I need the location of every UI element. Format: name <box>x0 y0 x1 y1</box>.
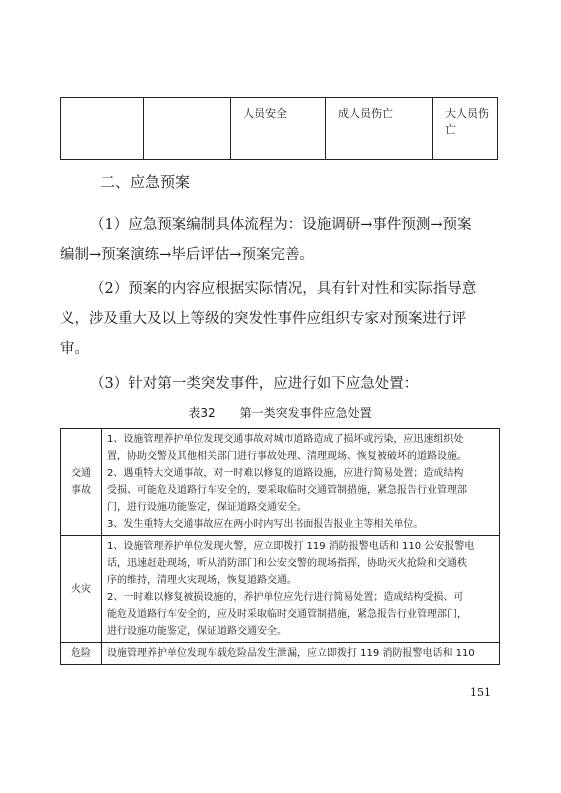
table-row <box>61 536 500 643</box>
content-cell <box>102 536 500 643</box>
paragraph-line: （2）预案的内容应根据实际情况，具有针对性和实际指导意 <box>90 281 477 297</box>
table-caption <box>60 404 500 421</box>
top-table <box>60 97 498 160</box>
content-line: 门，进行设施功能鉴定，保证道路交通安全。 <box>107 502 307 513</box>
paragraph-line: （1）应急预案编制具体流程为：设施调研→事件预测→预案 <box>90 217 472 233</box>
category-text: 事故 <box>71 485 91 496</box>
table-cell <box>61 98 144 160</box>
content-line: 进行设施功能鉴定，保证道路交通安全。 <box>107 626 287 637</box>
category-cell <box>61 536 102 643</box>
content-line: 1、设施管理养护单位发现交通事故对城市道路造成了损坏或污染，应迅速组织处 <box>107 434 464 445</box>
table-cell: 大人员伤亡 <box>433 98 498 160</box>
content-line: 1、设施管理养护单位发现火警，应立即拨打 119 消防报警电话和 110 公安报警电 <box>107 541 475 552</box>
content-line: 3、发生重特大交通事故应在两小时内写出书面报告报业主等相关单位。 <box>107 519 424 530</box>
table-cell: 成人员伤亡 <box>326 98 433 160</box>
table-title: 第一类突发事件应急处置 <box>239 406 372 420</box>
content-line: 置，协助交警及其他相关部门进行事故处理、清理现场、恢复被破坏的道路设施。 <box>107 451 467 462</box>
section-heading: 二、应急预案 <box>100 173 191 191</box>
content-cell <box>102 643 500 665</box>
table-row <box>61 98 498 160</box>
paragraph-3 <box>60 369 500 399</box>
content-cell <box>102 429 500 536</box>
paragraph-line: （3）针对第一类突发事件，应进行如下应急处置： <box>90 376 419 392</box>
table-number: 表32 <box>188 406 216 420</box>
paragraph-line: 审。 <box>60 341 89 357</box>
paragraph-line: 编制→预案演练→毕后评估→预案完善。 <box>60 247 314 263</box>
paragraph-1 <box>60 210 500 270</box>
content-line: 设施管理养护单位发现车载危险品发生泄漏，应立即拨打 119 消防报警电话和 110 <box>107 648 475 659</box>
content-line: 受损、可能危及道路行车安全的，要采取临时交通管制措施，紧急报告行业管理部 <box>107 485 467 496</box>
emergency-table <box>60 428 500 665</box>
category-text: 危险 <box>71 648 91 659</box>
table-cell <box>144 98 231 160</box>
content-line: 2、一时难以修复被损设施的，养护单位应先行进行简易处置；造成结构受损、可 <box>107 592 464 603</box>
category-cell <box>61 429 102 536</box>
category-text: 交通 <box>71 468 91 479</box>
page-number: 151 <box>470 686 491 699</box>
content-line: 序的维持，清理火灾现场，恢复道路交通。 <box>107 575 297 586</box>
paragraph-2 <box>60 274 500 364</box>
content-line: 话，迅速赶赴现场，听从消防部门和公安交警的现场指挥，协助灭火抢险和交通秩 <box>107 558 467 569</box>
category-cell <box>61 643 102 665</box>
table-row <box>61 429 500 536</box>
table-row <box>61 643 500 665</box>
category-text: 火灾 <box>71 583 91 595</box>
content-line: 2、遇重特大交通事故，对一时难以修复的道路设施，应进行简易处置；造成结构 <box>107 468 464 479</box>
table-cell: 人员安全 <box>231 98 326 160</box>
paragraph-line: 义，涉及重大及以上等级的突发性事件应组织专家对预案进行评 <box>60 311 466 327</box>
content-line: 能危及道路行车安全的，应及时采取临时交通管制措施，紧急报告行业管理部门， <box>107 609 467 620</box>
